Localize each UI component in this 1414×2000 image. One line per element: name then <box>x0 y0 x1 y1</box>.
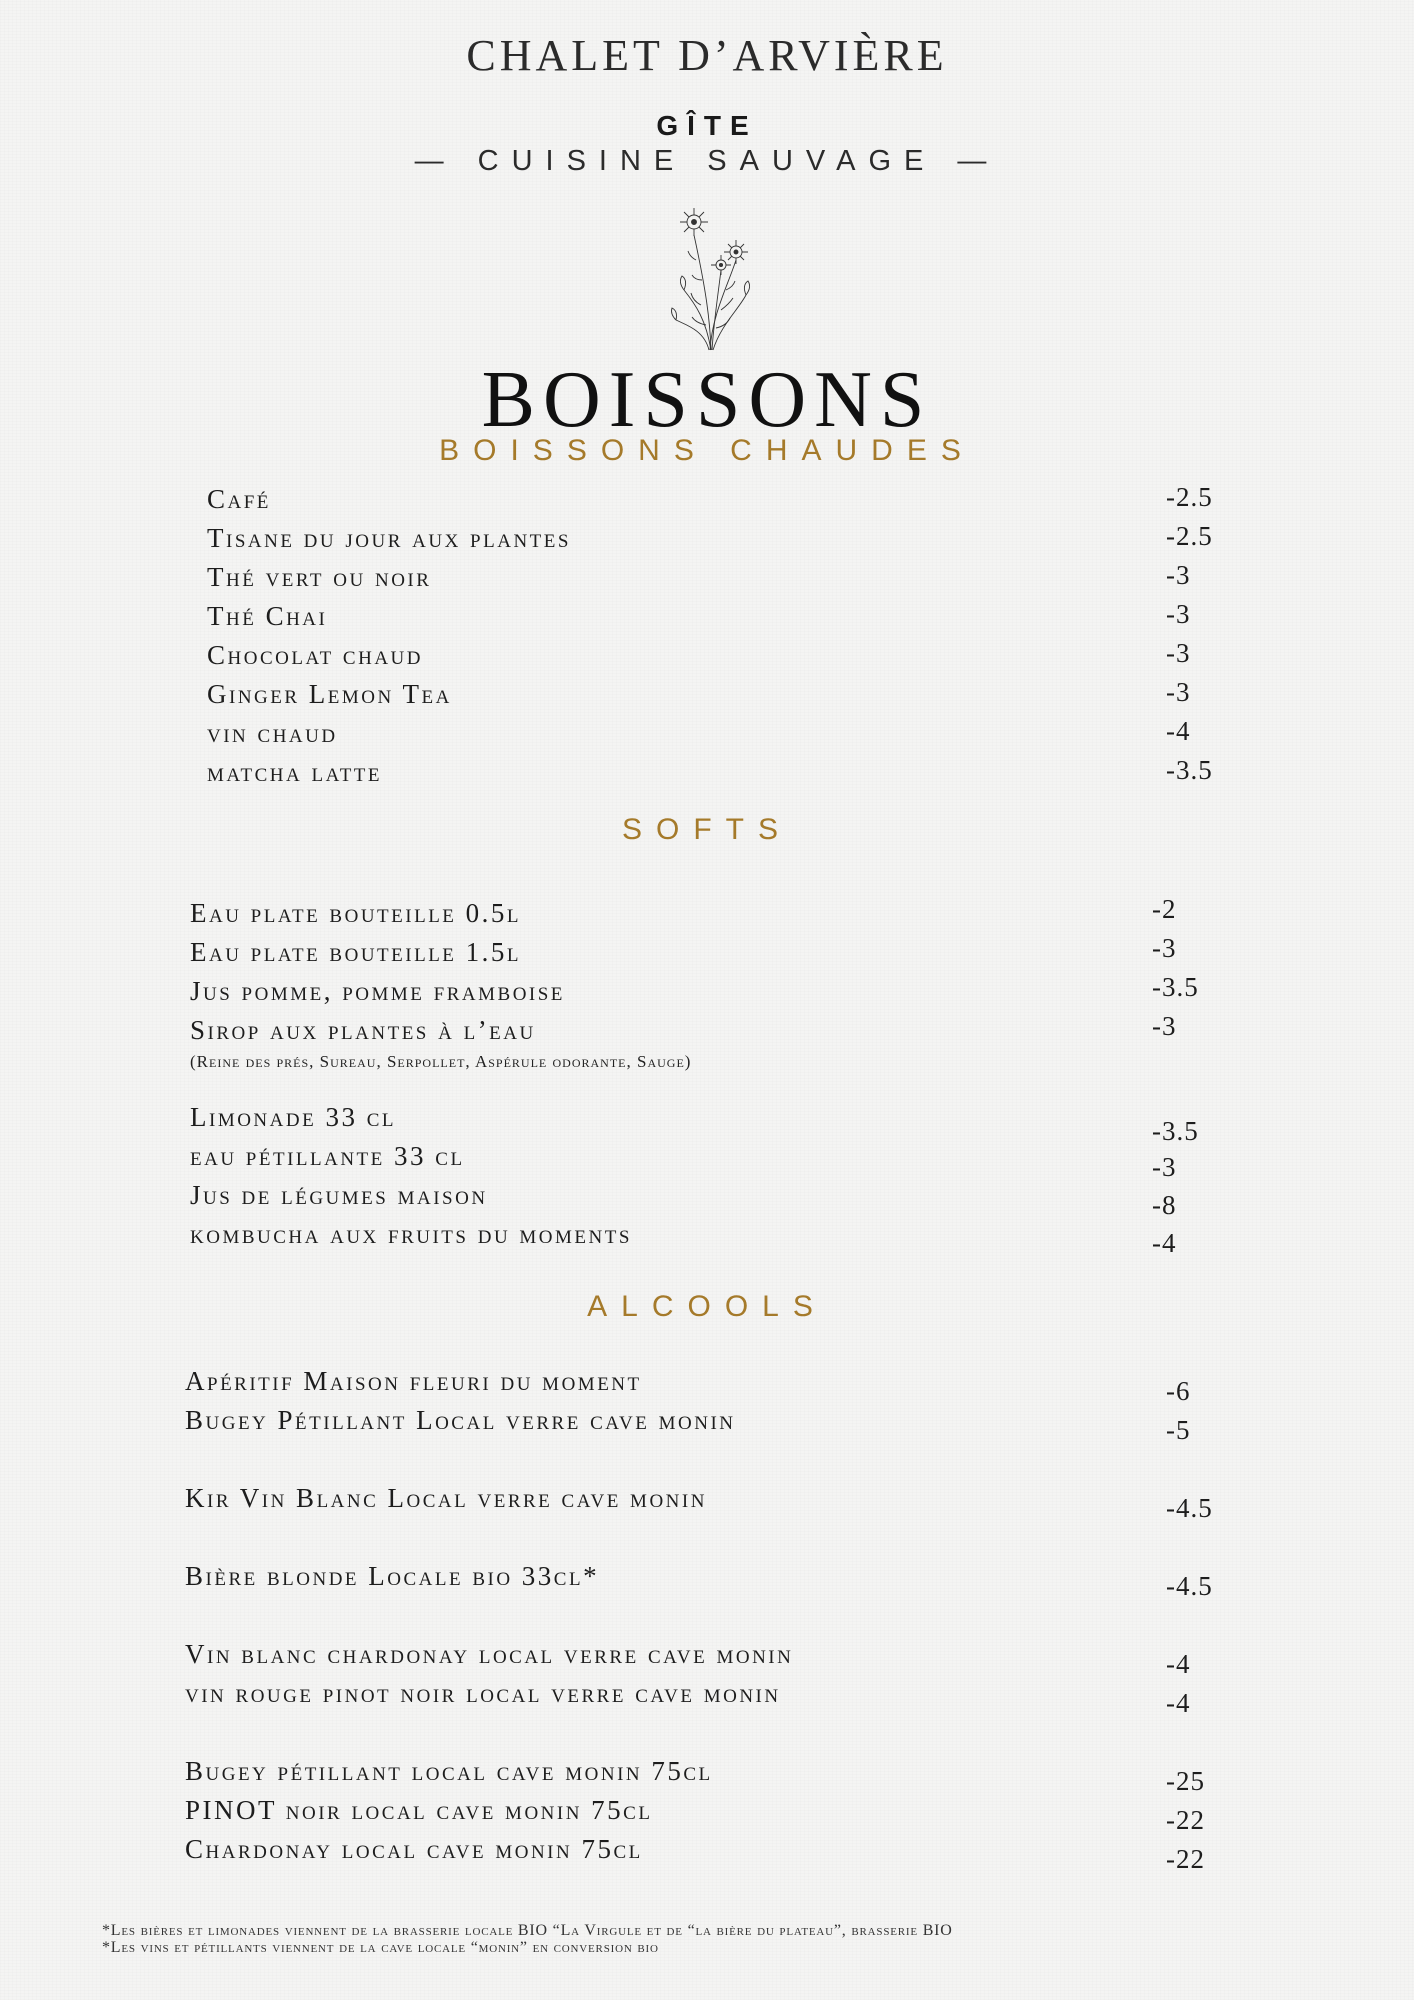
section-heading-softs: SOFTS <box>621 813 792 846</box>
menu-item: Apéritif Maison fleuri du moment <box>185 1366 642 1396</box>
menu-item-price: -3.5 <box>1152 972 1199 1002</box>
cuisine-tagline: — CUISINE SAUVAGE — <box>414 145 1000 177</box>
menu-item-price: -4 <box>1166 1649 1191 1679</box>
footnote: *Les vins et pétillants viennent de la cave locale “monin” en conversion bio <box>102 1939 659 1956</box>
menu-item: vin chaud <box>207 718 338 748</box>
menu-item: vin rouge pinot noir local verre cave monin <box>185 1678 781 1708</box>
menu-item: Chocolat chaud <box>207 640 423 670</box>
menu-item-price: -3 <box>1152 1011 1177 1041</box>
footnote: *Les bières et limonades viennent de la brasserie locale BIO “La Virgule et de “la bière du plateau”, brasserie BIO <box>102 1922 953 1939</box>
menu-item: Bugey Pétillant Local verre cave monin <box>185 1405 736 1435</box>
sirop-flavours-note: (Reine des prés, Sureau, Serpollet, Aspérule odorante, Sauge) <box>190 1052 692 1071</box>
menu-item-price: -4.5 <box>1166 1493 1213 1523</box>
section-heading-alcools: ALCOOLS <box>587 1290 827 1323</box>
menu-item: Vin blanc chardonay local verre cave monin <box>185 1639 794 1669</box>
menu-item-price: -3.5 <box>1166 755 1213 785</box>
wildflower-bouquet-icon <box>666 200 756 355</box>
menu-item: Chardonay local cave monin 75cl <box>185 1834 643 1864</box>
section-heading-boissons-chaudes: BOISSONS CHAUDES <box>439 434 975 467</box>
menu-item: Thé Chai <box>207 601 328 631</box>
menu-item-price: -25 <box>1166 1766 1205 1796</box>
menu-item-price: -2 <box>1152 894 1177 924</box>
page-title: BOISSONS <box>481 356 933 444</box>
menu-item-price: -5 <box>1166 1415 1191 1445</box>
menu-item: Eau plate bouteille 1.5l <box>190 937 522 967</box>
menu-item: matcha latte <box>207 757 383 787</box>
menu-item: Tisane du jour aux plantes <box>207 523 571 553</box>
menu-item: Ginger Lemon Tea <box>207 679 452 709</box>
menu-item-price: -8 <box>1152 1190 1177 1220</box>
menu-item: Sirop aux plantes à l’eau <box>190 1015 536 1045</box>
menu-item: Jus pomme, pomme framboise <box>190 976 565 1006</box>
menu-item-price: -4 <box>1166 1688 1191 1718</box>
menu-item: Jus de légumes maison <box>190 1180 488 1210</box>
menu-item-price: -3 <box>1166 599 1191 629</box>
menu-item: kombucha aux fruits du moments <box>190 1219 632 1249</box>
menu-item: Thé vert ou noir <box>207 562 432 592</box>
menu-item-price: -3 <box>1152 933 1177 963</box>
menu-item-price: -22 <box>1166 1805 1205 1835</box>
menu-item: Eau plate bouteille 0.5l <box>190 898 522 928</box>
menu-item-price: -22 <box>1166 1844 1205 1874</box>
menu-item-price: -3.5 <box>1152 1116 1199 1146</box>
menu-item: Café <box>207 484 271 514</box>
menu-item: eau pétillante 33 cl <box>190 1141 465 1171</box>
menu-item: Bière blonde Locale bio 33cl* <box>185 1561 600 1591</box>
menu-item-price: -4 <box>1152 1228 1177 1258</box>
menu-item-price: -3 <box>1166 677 1191 707</box>
menu-item-price: -4 <box>1166 716 1191 746</box>
brand-name: CHALET D’ARVIÈRE <box>466 31 948 80</box>
menu-item-price: -6 <box>1166 1376 1191 1406</box>
menu-item: Bugey pétillant local cave monin 75cl <box>185 1756 713 1786</box>
menu-item-price: -3 <box>1166 560 1191 590</box>
menu-item-price: -3 <box>1152 1152 1177 1182</box>
gite-label: GÎTE <box>656 110 758 141</box>
menu-item-price: -4.5 <box>1166 1571 1213 1601</box>
menu-item: PINOT noir local cave monin 75cl <box>185 1795 653 1825</box>
menu-item: Limonade 33 cl <box>190 1102 396 1132</box>
menu-item-price: -3 <box>1166 638 1191 668</box>
menu-item: Kir Vin Blanc Local verre cave monin <box>185 1483 707 1513</box>
menu-item-price: -2.5 <box>1166 482 1213 512</box>
menu-item-price: -2.5 <box>1166 521 1213 551</box>
